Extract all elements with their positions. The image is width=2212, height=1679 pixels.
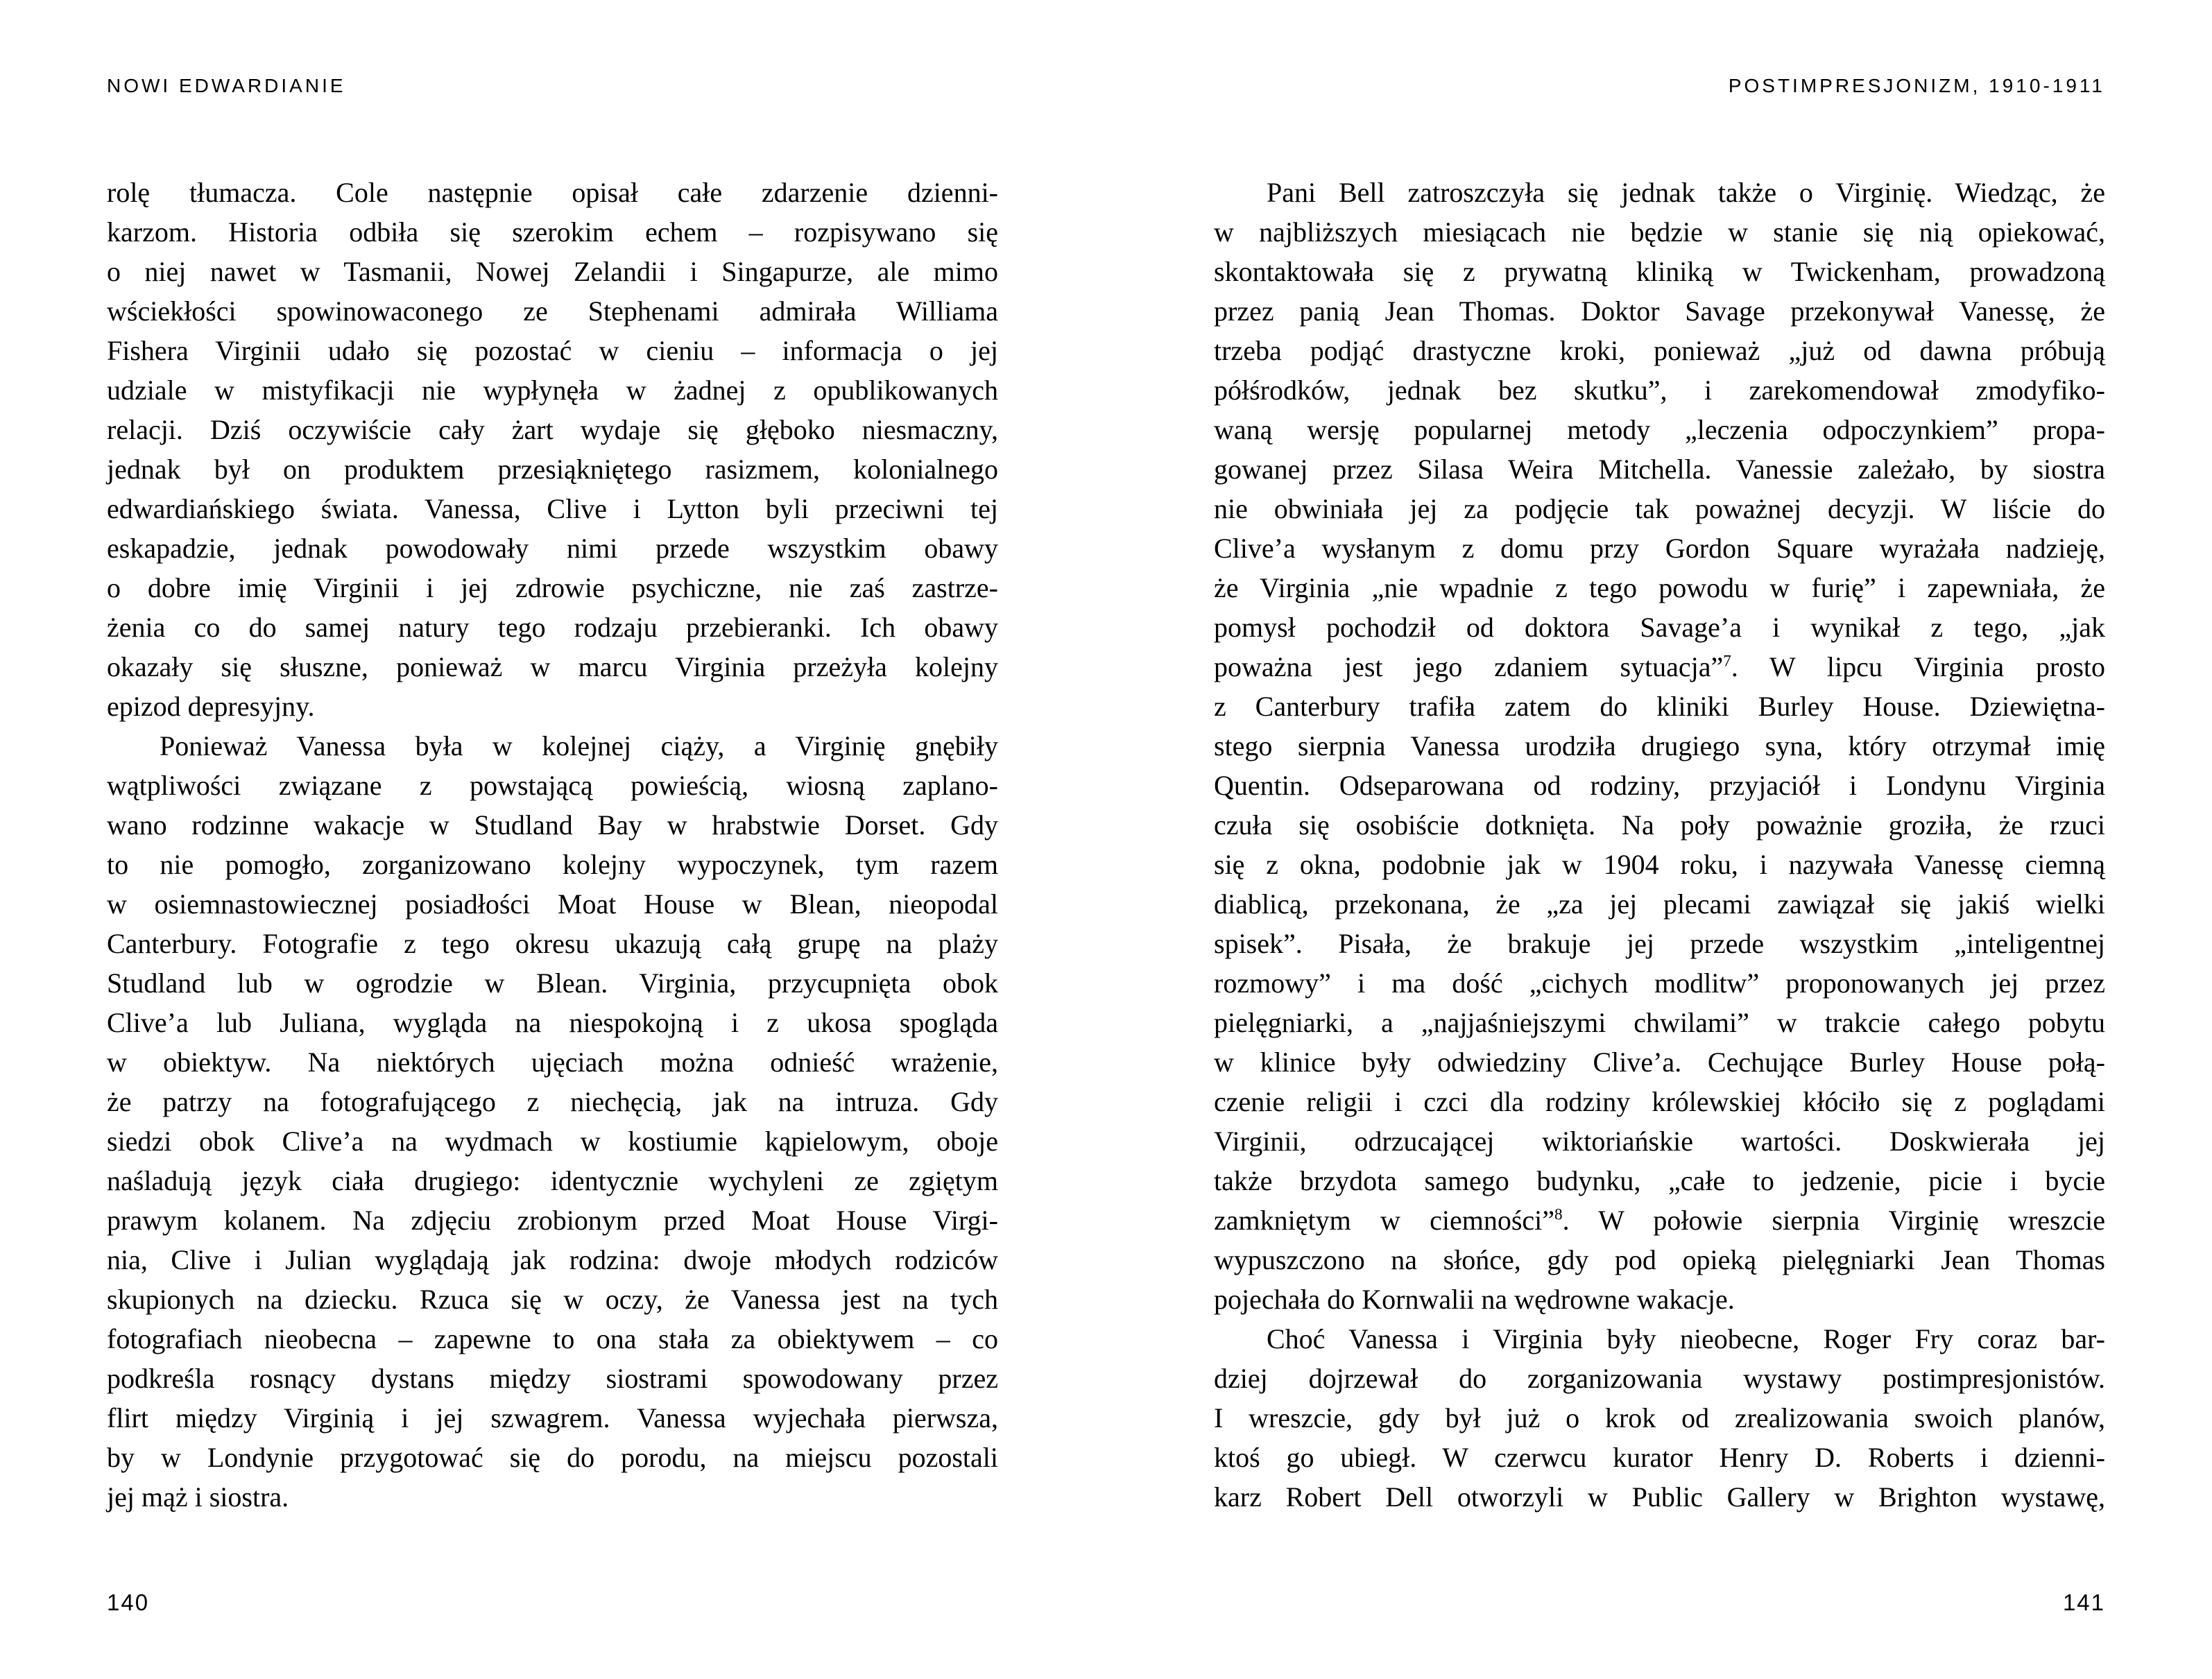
text-line: czenie religii i czci dla rodziny królewskiej kłóciło się z poglądami bbox=[1214, 1086, 2105, 1117]
text-line: wano rodzinne wakacje w Studland Bay w hrabstwie Dorset. Gdy bbox=[107, 809, 998, 841]
text-line: pielęgniarki, a „najjaśniejszymi chwilami” w trakcie całego pobytu bbox=[1214, 1007, 2105, 1038]
text-line: przez panią Jean Thomas. Doktor Savage przekonywał Vanessę, że bbox=[1214, 295, 2105, 327]
text-line: fotografiach nieobecna – zapewne to ona stała za obiektywem – co bbox=[107, 1323, 998, 1354]
text-line: udziale w mistyfikacji nie wypłynęła w żadnej z opublikowanych bbox=[107, 374, 998, 406]
text-line: z Canterbury trafiła zatem do kliniki Burley House. Dziewiętna- bbox=[1214, 691, 2105, 722]
paragraph bbox=[107, 726, 998, 1517]
text-line: I wreszcie, gdy był już o krok od zrealizowania swoich planów, bbox=[1214, 1402, 2105, 1433]
text-line: podkreśla rosnący dystans między siostrami spowodowany przez bbox=[107, 1363, 998, 1394]
body-text-right bbox=[1214, 173, 2105, 1517]
text-line: Clive’a wysłanym z domu przy Gordon Square wyrażała nadzieję, bbox=[1214, 533, 2105, 564]
text-line: w osiemnastowiecznej posiadłości Moat House w Blean, nieopodal bbox=[107, 888, 998, 920]
text-line: Fishera Virginii udało się pozostać w cieniu – informacja o jej bbox=[107, 335, 998, 366]
text-line: wątpliwości związane z powstającą powieścią, wiosną zaplano- bbox=[107, 770, 998, 801]
text-line: eskapadzie, jednak powodowały nimi przede wszystkim obawy bbox=[107, 533, 998, 564]
text-line: nia, Clive i Julian wyglądają jak rodzina: dwoje młodych rodziców bbox=[107, 1244, 998, 1275]
text-line: diablicą, przekonana, że „za jej plecami zawiązał się jakiś wielki bbox=[1214, 888, 2105, 920]
page-right bbox=[1214, 0, 2105, 1679]
page-left bbox=[107, 0, 998, 1679]
text-line: jednak był on produktem przesiąkniętego rasizmem, kolonialnego bbox=[107, 454, 998, 485]
text-line: Pani Bell zatroszczyła się jednak także o Virginię. Wiedząc, że bbox=[1267, 177, 2105, 208]
text-line: że patrzy na fotografującego z niechęcią, jak na intruza. Gdy bbox=[107, 1086, 998, 1117]
text-line: okazały się słuszne, ponieważ w marcu Virginia przeżyła kolejny bbox=[107, 651, 998, 682]
text-line: flirt między Virginią i jej szwagrem. Vanessa wyjechała pierwsza, bbox=[107, 1402, 998, 1433]
text-line: zamkniętym w ciemności”$^8$. W połowie sierpnia Virginię wreszcie bbox=[1214, 1205, 2105, 1236]
text-line: to nie pomogło, zorganizowano kolejny wypoczynek, tym razem bbox=[107, 849, 998, 880]
text-line: o niej nawet w Tasmanii, Nowej Zelandii i Singapurze, ale mimo bbox=[107, 256, 998, 287]
running-header-left: NOWI EDWARDIANIE bbox=[107, 75, 346, 96]
text-line: skupionych na dziecku. Rzuca się w oczy, że Vanessa jest na tych bbox=[107, 1284, 998, 1315]
text-line: w obiektyw. Na niektórych ujęciach można odnieść wrażenie, bbox=[107, 1047, 998, 1078]
text-line: karz Robert Dell otworzyli w Public Gallery w Brighton wystawę, bbox=[1214, 1481, 2105, 1513]
text-line: w klinice były odwiedziny Clive’a. Cechujące Burley House połą- bbox=[1214, 1047, 2105, 1078]
text-line: pojechała do Kornwalii na wędrowne wakacje. bbox=[1214, 1284, 1735, 1315]
text-line: czuła się osobiście dotknięta. Na poły poważnie groziła, że rzuci bbox=[1214, 809, 2105, 841]
text-line: pomysł pochodził od doktora Savage’a i wynikał z tego, „jak bbox=[1214, 612, 2105, 643]
text-line: edwardiańskiego świata. Vanessa, Clive i Lytton byli przeciwni tej bbox=[107, 493, 998, 524]
text-line: wypuszczono na słońce, gdy pod opieką pielęgniarki Jean Thomas bbox=[1214, 1244, 2105, 1275]
text-line: waną wersję popularnej metody „leczenia odpoczynkiem” propa- bbox=[1214, 414, 2105, 445]
text-line: Choć Vanessa i Virginia były nieobecne, Roger Fry coraz bar- bbox=[1267, 1323, 2105, 1354]
text-line: Quentin. Odseparowana od rodziny, przyjaciół i Londynu Virginia bbox=[1214, 770, 2105, 801]
text-line: Canterbury. Fotografie z tego okresu ukazują całą grupę na plaży bbox=[107, 928, 998, 959]
running-header-right: POSTIMPRESJONIZM, 1910-1911 bbox=[1728, 75, 2105, 96]
text-line: relacji. Dziś oczywiście cały żart wydaje się głęboko niesmaczny, bbox=[107, 414, 998, 445]
text-line: dziej dojrzewał do zorganizowania wystawy postimpresjonistów. bbox=[1214, 1363, 2105, 1394]
text-line: spisek”. Pisała, że brakuje jej przede wszystkim „inteligentnej bbox=[1214, 928, 2105, 959]
text-line: by w Londynie przygotować się do porodu, na miejscu pozostali bbox=[107, 1442, 998, 1473]
text-line: stego sierpnia Vanessa urodziła drugiego syna, który otrzymał imię bbox=[1214, 730, 2105, 761]
body-text-left bbox=[107, 173, 998, 1517]
text-line: rolę tłumacza. Cole następnie opisał całe zdarzenie dzienni- bbox=[107, 177, 998, 208]
text-line: prawym kolanem. Na zdjęciu zrobionym przed Moat House Virgi- bbox=[107, 1205, 998, 1236]
text-line: żenia co do samej natury tego rodzaju przebieranki. Ich obawy bbox=[107, 612, 998, 643]
text-line: siedzi obok Clive’a na wydmach w kostiumie kąpielowym, oboje bbox=[107, 1126, 998, 1157]
text-line: także brzydota samego budynku, „całe to jedzenie, picie i bycie bbox=[1214, 1165, 2105, 1196]
text-line: Studland lub w ogrodzie w Blean. Virginia, przycupnięta obok bbox=[107, 967, 998, 999]
text-line: Clive’a lub Juliana, wygląda na niespokojną i z ukosa spogląda bbox=[107, 1007, 998, 1038]
paragraph bbox=[1214, 1319, 2105, 1517]
text-line: gowanej przez Silasa Weira Mitchella. Vanessie zależało, by siostra bbox=[1214, 454, 2105, 485]
text-line: o dobre imię Virginii i jej zdrowie psychiczne, nie zaś zastrze- bbox=[107, 572, 998, 603]
text-line: Ponieważ Vanessa była w kolejnej ciąży, a Virginię gnębiły bbox=[160, 730, 998, 761]
footnote-ref: 7 bbox=[1723, 652, 1731, 671]
text-line: epizod depresyjny. bbox=[107, 691, 315, 722]
footnote-ref: 8 bbox=[1554, 1205, 1563, 1224]
text-line: poważna jest jego zdaniem sytuacja”$^7$. W lipcu Virginia prosto bbox=[1214, 651, 2105, 682]
page-number-left: 140 bbox=[107, 1590, 150, 1615]
text-line: się z okna, podobnie jak w 1904 roku, i nazywała Vanessę ciemną bbox=[1214, 849, 2105, 880]
text-line: że Virginia „nie wpadnie z tego powodu w furię” i zapewniała, że bbox=[1214, 572, 2105, 603]
paragraph bbox=[107, 173, 998, 726]
text-line: trzeba podjąć drastyczne kroki, ponieważ „już od dawna próbują bbox=[1214, 335, 2105, 366]
text-line: naśladują język ciała drugiego: identycznie wychyleni ze zgiętym bbox=[107, 1165, 998, 1196]
text-line: jej mąż i siostra. bbox=[107, 1481, 289, 1513]
text-line: półśrodków, jednak bez skutku”, i zarekomendował zmodyfiko- bbox=[1214, 374, 2105, 406]
text-line: rozmowy” i ma dość „cichych modlitw” proponowanych jej przez bbox=[1214, 967, 2105, 999]
text-line: wściekłości spowinowaconego ze Stephenami admirała Williama bbox=[107, 295, 998, 327]
text-line: skontaktowała się z prywatną kliniką w Twickenham, prowadzoną bbox=[1214, 256, 2105, 287]
text-line: Virginii, odrzucającej wiktoriańskie wartości. Doskwierała jej bbox=[1214, 1126, 2105, 1157]
text-line: karzom. Historia odbiła się szerokim echem – rozpisywano się bbox=[107, 216, 998, 248]
page-number-right: 141 bbox=[2062, 1590, 2105, 1615]
text-line: ktoś go ubiegł. W czerwcu kurator Henry D. Roberts i dzienni- bbox=[1214, 1442, 2105, 1473]
text-line: nie obwiniała jej za podjęcie tak poważnej decyzji. W liście do bbox=[1214, 493, 2105, 524]
text-line: w najbliższych miesiącach nie będzie w stanie się nią opiekować, bbox=[1214, 216, 2105, 248]
paragraph bbox=[1214, 173, 2105, 1319]
